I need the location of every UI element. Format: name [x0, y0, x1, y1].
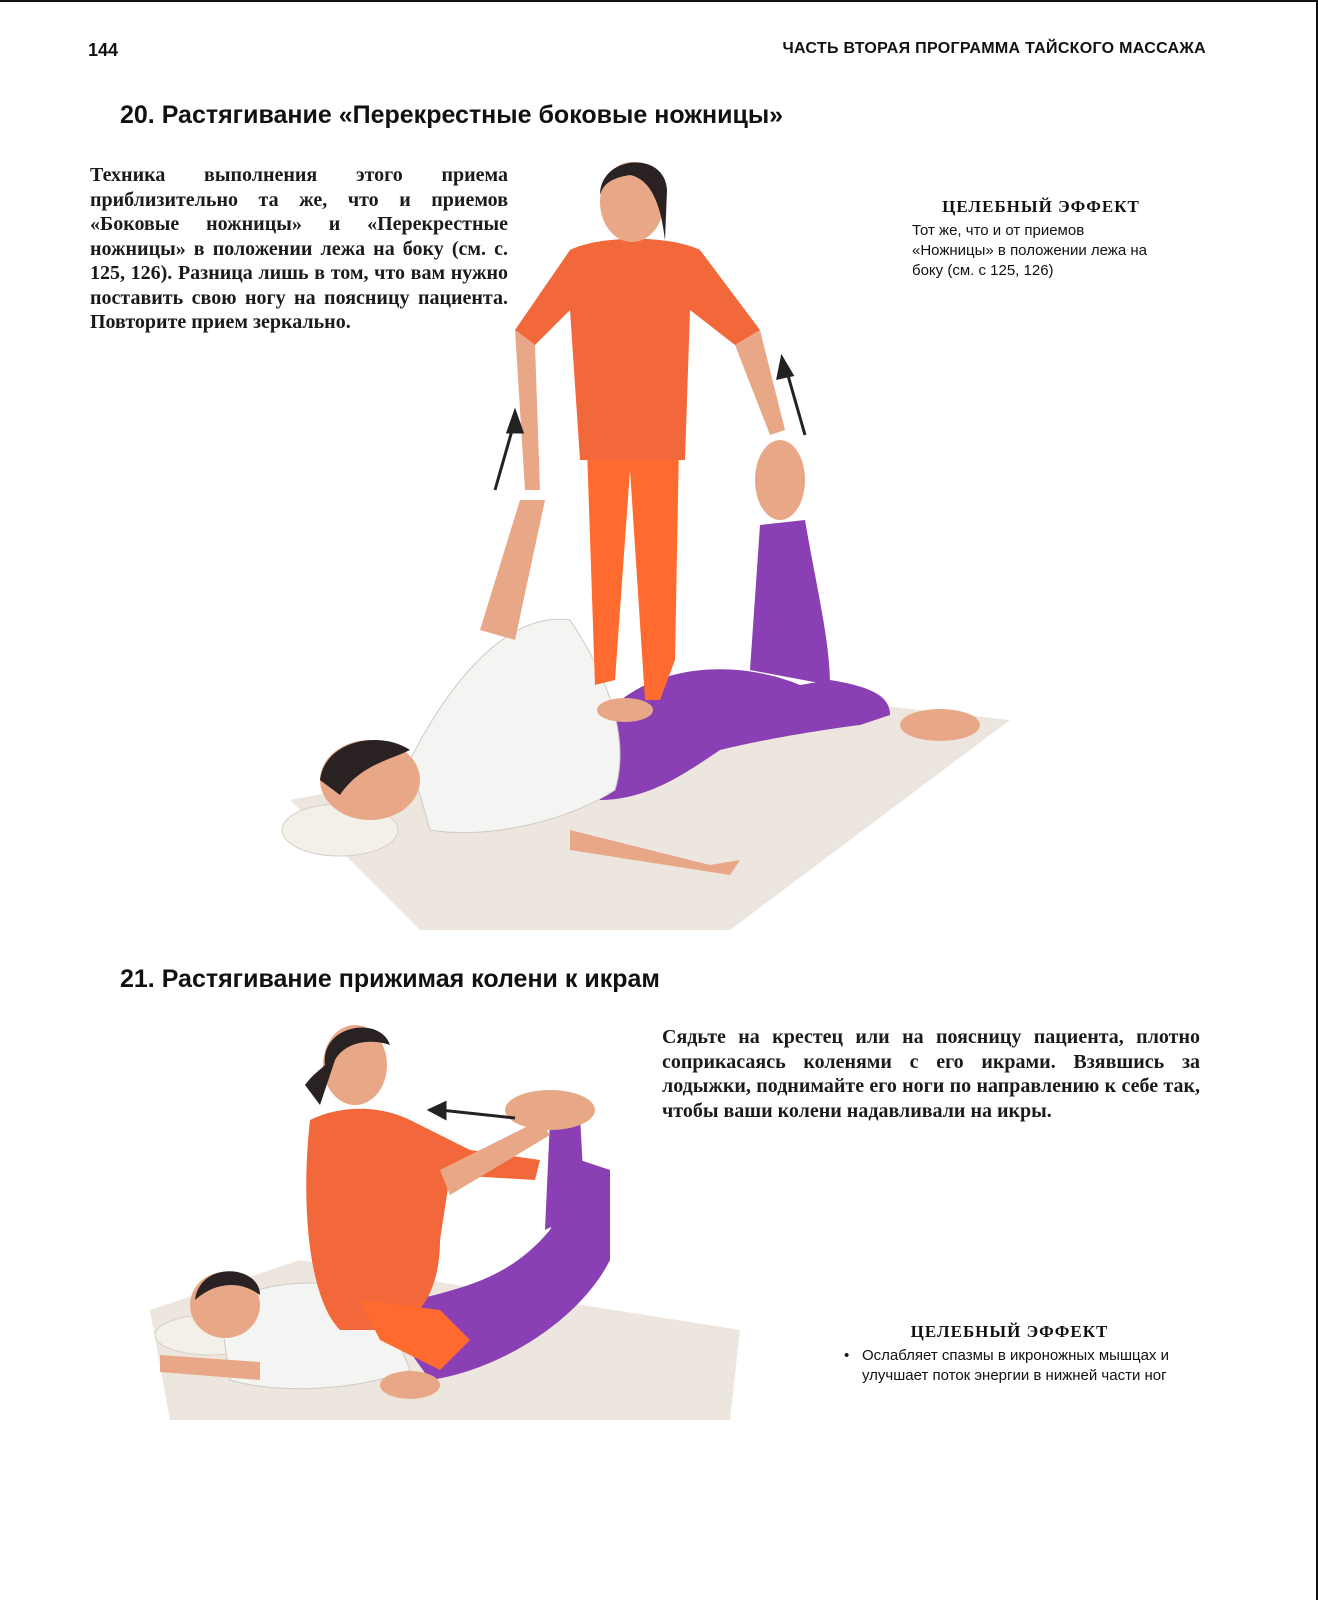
- therapist-right-arm: [735, 330, 785, 435]
- patient-feet: [505, 1090, 595, 1130]
- therapist-foot: [597, 698, 653, 722]
- photo-knees-to-calves: [140, 1010, 760, 1430]
- section-21-effect-heading: ЦЕЛЕБНЫЙ ЭФФЕКТ: [910, 1322, 1109, 1341]
- patient-shirt: [410, 619, 620, 832]
- patient-shin: [545, 1115, 585, 1230]
- page-number: 144: [88, 40, 119, 60]
- patient-raised-leg: [750, 520, 830, 685]
- patient-raised-arm: [480, 500, 545, 640]
- arrow-left-icon: [430, 1103, 515, 1118]
- patient-foot-floor: [900, 709, 980, 741]
- section-20-effect-heading: ЦЕЛЕБНЫЙ ЭФФЕКТ: [942, 197, 1140, 216]
- therapist-foot: [380, 1371, 440, 1399]
- section-20-title: 20. Растягивание «Перекрестные боковые ножницы»: [120, 101, 784, 129]
- section-21-effect-item: [842, 1346, 1177, 1386]
- section-21-effect-text: Ослабляет спазмы в икроножных мышцах и улучшает поток энергии в нижней части ног: [862, 1347, 1169, 1384]
- patient-foot-raised: [755, 440, 805, 520]
- arrow-up-left-icon: [495, 412, 522, 490]
- running-head: ЧАСТЬ ВТОРАЯ ПРОГРАММА ТАЙСКОГО МАССАЖА: [782, 40, 1206, 57]
- bullet-icon: •: [844, 1347, 850, 1364]
- therapist-shirt: [515, 239, 760, 460]
- section-21-title: 21. Растягивание прижимая колени к икрам: [120, 965, 660, 993]
- therapist-left-arm: [515, 330, 540, 490]
- section-20-body: Техника выполнения этого приема приблизительно та же, что и приемов «Боковые ножницы» и «Перекрестные ножницы» в положении лежа на боку (см. с. 125, 126). Разница лишь в том, что вам нужно поставить свою ногу на поясницу пациента. Повторите прием зеркально.: [90, 164, 508, 333]
- section-21-body: Сядьте на крестец или на поясницу пациента, плотно соприкасаясь коленями с его икрами. Взявшись за лодыжки, поднимайте его ноги по направлению к себе так, чтобы ваши колени надавливали на икры.: [662, 1026, 1200, 1122]
- section-20-effect-text: Тот же, что и от приемов «Ножницы» в положении лежа на боку (см. с 125, 126): [912, 222, 1147, 279]
- section-21-effect: [842, 1322, 1177, 1386]
- photo-cross-side-scissors: [270, 140, 1010, 940]
